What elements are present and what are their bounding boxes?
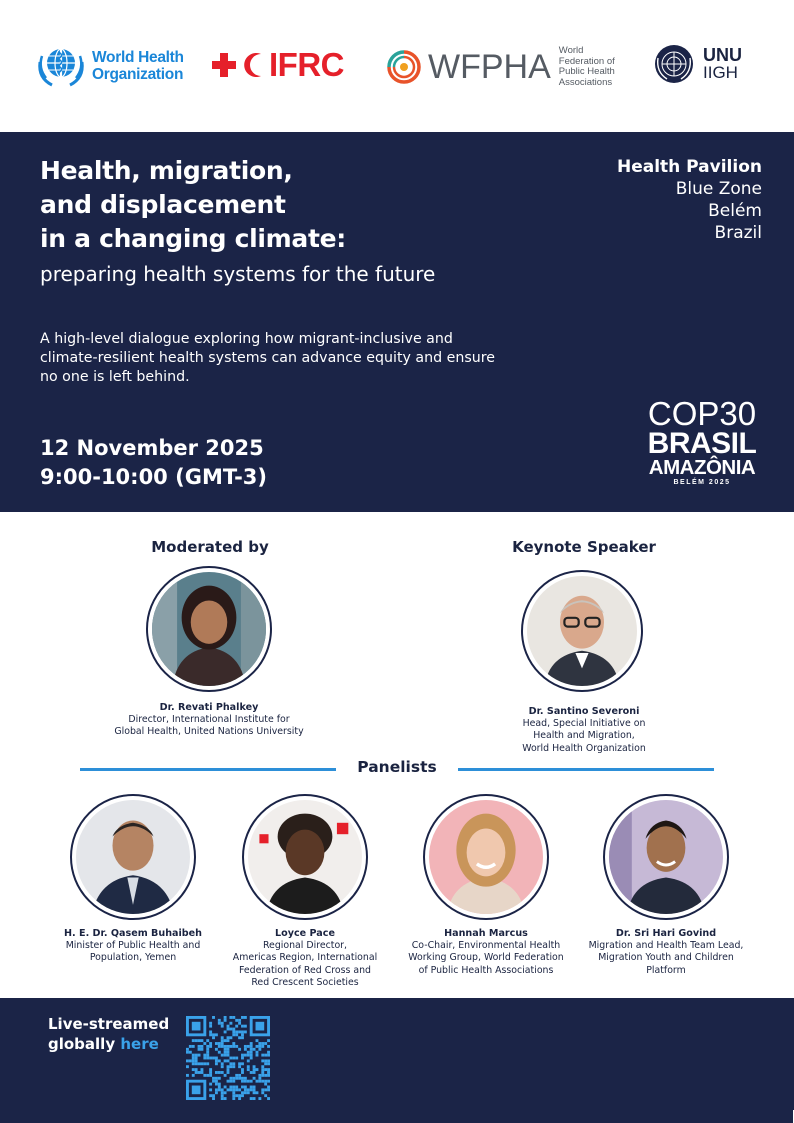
stripe-segment — [714, 1110, 721, 1123]
stripe-segment — [377, 1110, 384, 1123]
stripe-segment — [291, 1110, 298, 1123]
stripe-segment — [159, 1110, 166, 1123]
stripe-segment — [747, 1110, 754, 1123]
panelist-name: H. E. Dr. Qasem Buhaibeh — [64, 928, 202, 939]
livestream-link[interactable]: here — [120, 1035, 159, 1053]
panelist-card — [50, 927, 216, 965]
unu-iigh-logo — [651, 44, 742, 84]
stripe-segment — [311, 1110, 318, 1123]
stripe-segment — [132, 1110, 139, 1123]
stripe-segment — [707, 1110, 714, 1123]
event-subtitle: preparing health systems for the future — [40, 262, 436, 286]
stripe-segment — [93, 1110, 100, 1123]
wfpha-logo — [386, 46, 629, 88]
stripe-segment — [423, 1110, 430, 1123]
title-line: in a changing climate: — [40, 224, 346, 253]
stripe-segment — [535, 1110, 542, 1123]
stripe-segment — [192, 1110, 199, 1123]
stripe-segment — [668, 1110, 675, 1123]
livestream-globally: globally — [48, 1035, 116, 1053]
decorative-stripe-band — [0, 1110, 794, 1123]
person-portrait-icon — [248, 800, 362, 914]
stripe-segment — [383, 1110, 390, 1123]
panelists-divider-right — [458, 768, 714, 771]
stripe-segment — [297, 1110, 304, 1123]
stripe-segment — [185, 1110, 192, 1123]
panelist-card — [584, 927, 748, 977]
stripe-segment — [119, 1110, 126, 1123]
stripe-segment — [397, 1110, 404, 1123]
footer-bar — [0, 998, 794, 1110]
stripe-segment — [787, 1110, 794, 1123]
stripe-segment — [727, 1110, 734, 1123]
stripe-segment — [496, 1110, 503, 1123]
stripe-segment — [225, 1110, 232, 1123]
wfpha-full-name: World Federation of Public Health Associations — [558, 45, 615, 88]
cop-logo-line1: COP30 — [647, 395, 757, 432]
stripe-segment — [86, 1110, 93, 1123]
keynote-heading: Keynote Speaker — [512, 538, 656, 556]
cop30-logo — [632, 395, 772, 488]
stripe-segment — [463, 1110, 470, 1123]
venue-line: Health Pavilion — [616, 157, 762, 177]
stripe-segment — [344, 1110, 351, 1123]
stripe-segment — [753, 1110, 760, 1123]
venue-line: Brazil — [714, 223, 762, 243]
stripe-segment — [126, 1110, 133, 1123]
stripe-segment — [482, 1110, 489, 1123]
stripe-segment — [681, 1110, 688, 1123]
panelist-photo — [242, 794, 368, 920]
event-time: 9:00-10:00 (GMT-3) — [40, 465, 268, 489]
moderator-photo — [146, 566, 272, 692]
stripe-segment — [449, 1110, 456, 1123]
stripe-segment — [456, 1110, 463, 1123]
stripe-segment — [635, 1110, 642, 1123]
stripe-segment — [767, 1110, 774, 1123]
stripe-segment — [522, 1110, 529, 1123]
stripe-segment — [198, 1110, 205, 1123]
stripe-segment — [350, 1110, 357, 1123]
stripe-segment — [773, 1110, 780, 1123]
stripe-segment — [555, 1110, 562, 1123]
cop-logo-line3: AMAZÔNIA — [648, 456, 756, 479]
stripe-segment — [502, 1110, 509, 1123]
stripe-segment — [403, 1110, 410, 1123]
moderator-title: Director, International Institute for Global Health, United Nations University — [114, 714, 304, 738]
stripe-segment — [46, 1110, 53, 1123]
panelist-photo — [603, 794, 729, 920]
stripe-segment — [542, 1110, 549, 1123]
event-venue — [617, 156, 762, 244]
who-emblem-icon — [34, 42, 88, 90]
stripe-segment — [271, 1110, 278, 1123]
event-date: 12 November 2025 — [40, 436, 264, 460]
venue-line: Blue Zone — [675, 179, 762, 199]
stripe-segment — [337, 1110, 344, 1123]
stripe-segment — [443, 1110, 450, 1123]
stripe-segment — [674, 1110, 681, 1123]
stripe-segment — [278, 1110, 285, 1123]
livestream-notice — [48, 1014, 169, 1054]
stripe-segment — [390, 1110, 397, 1123]
venue-line: Belém — [708, 201, 762, 221]
stripe-segment — [780, 1110, 787, 1123]
event-datetime — [40, 434, 267, 492]
person-portrait-icon — [76, 800, 190, 914]
stripe-segment — [218, 1110, 225, 1123]
stripe-segment — [258, 1110, 265, 1123]
stripe-segment — [549, 1110, 556, 1123]
moderator-card — [96, 701, 322, 739]
keynote-title: Head, Special Initiative on Health and Migration, World Health Organization — [522, 718, 646, 754]
panelist-title: Co-Chair, Environmental Health Working Group, World Federation of Public Health Associations — [408, 940, 564, 976]
stripe-segment — [615, 1110, 622, 1123]
stripe-segment — [357, 1110, 364, 1123]
stripe-segment — [568, 1110, 575, 1123]
stripe-segment — [641, 1110, 648, 1123]
stripe-segment — [324, 1110, 331, 1123]
partner-logos — [0, 0, 794, 132]
who-name-line1: World Health — [92, 49, 184, 66]
stripe-segment — [608, 1110, 615, 1123]
stripe-segment — [621, 1110, 628, 1123]
title-line: and displacement — [40, 190, 286, 219]
stripe-segment — [588, 1110, 595, 1123]
stripe-segment — [469, 1110, 476, 1123]
stripe-segment — [720, 1110, 727, 1123]
who-name-line2: Organization — [92, 66, 184, 83]
unu-line1: UNU — [703, 45, 742, 65]
panelist-title: Migration and Health Team Lead, Migration Youth and Children Platform — [588, 940, 744, 976]
stripe-segment — [601, 1110, 608, 1123]
un-emblem-icon — [651, 44, 697, 84]
title-line: Health, migration, — [40, 156, 293, 185]
livestream-line2 — [48, 1034, 169, 1054]
red-cross-crescent-icon — [211, 50, 265, 80]
stripe-segment — [59, 1110, 66, 1123]
person-portrait-icon — [527, 576, 637, 686]
stripe-segment — [687, 1110, 694, 1123]
stripe-segment — [139, 1110, 146, 1123]
person-portrait-icon — [429, 800, 543, 914]
ifrc-wordmark: IFRC — [269, 46, 344, 83]
moderator-name: Dr. Revati Phalkey — [159, 702, 259, 713]
stripe-segment — [53, 1110, 60, 1123]
stripe-segment — [760, 1110, 767, 1123]
stripe-segment — [364, 1110, 371, 1123]
stripe-segment — [40, 1110, 47, 1123]
stripe-segment — [509, 1110, 516, 1123]
stripe-segment — [582, 1110, 589, 1123]
stripe-segment — [740, 1110, 747, 1123]
stripe-segment — [238, 1110, 245, 1123]
stripe-segment — [317, 1110, 324, 1123]
stripe-segment — [284, 1110, 291, 1123]
cop-logo-line4: BELÉM 2025 — [673, 479, 731, 486]
stripe-segment — [628, 1110, 635, 1123]
stripe-segment — [648, 1110, 655, 1123]
stripe-segment — [661, 1110, 668, 1123]
stripe-segment — [212, 1110, 219, 1123]
person-portrait-icon — [152, 572, 266, 686]
panelists-divider-left — [80, 768, 336, 771]
stripe-segment — [489, 1110, 496, 1123]
stripe-segment — [245, 1110, 252, 1123]
stripe-segment — [79, 1110, 86, 1123]
person-portrait-icon — [609, 800, 723, 914]
stripe-segment — [595, 1110, 602, 1123]
panelist-title: Minister of Public Health and Population, Yemen — [65, 940, 201, 964]
stripe-segment — [410, 1110, 417, 1123]
stripe-segment — [73, 1110, 80, 1123]
wfpha-abbreviation: WFPHA — [428, 48, 551, 86]
qr-code-icon — [186, 1016, 270, 1100]
stripe-segment — [231, 1110, 238, 1123]
stripe-segment — [66, 1110, 73, 1123]
panelist-name: Loyce Pace — [275, 928, 335, 939]
livestream-line1: Live-streamed — [48, 1015, 170, 1033]
stripe-segment — [701, 1110, 708, 1123]
keynote-name: Dr. Santino Severoni — [528, 706, 640, 717]
panelist-card — [220, 927, 390, 990]
stripe-segment — [178, 1110, 185, 1123]
panelists-heading: Panelists — [357, 758, 437, 776]
panelist-name: Dr. Sri Hari Govind — [615, 928, 717, 939]
keynote-photo — [521, 570, 643, 692]
stripe-segment — [516, 1110, 523, 1123]
cop-logo-line2: BRASIL — [647, 427, 757, 460]
stripe-segment — [654, 1110, 661, 1123]
stripe-segment — [430, 1110, 437, 1123]
stripe-segment — [304, 1110, 311, 1123]
stripe-segment — [476, 1110, 483, 1123]
stripe-segment — [7, 1110, 14, 1123]
stripe-segment — [734, 1110, 741, 1123]
keynote-card — [470, 705, 698, 755]
stripe-segment — [205, 1110, 212, 1123]
who-logo — [34, 42, 184, 90]
livestream-qr-code[interactable] — [186, 1016, 270, 1100]
stripe-segment — [20, 1110, 27, 1123]
stripe-segment — [330, 1110, 337, 1123]
unu-line2: IIGH — [703, 63, 738, 82]
stripe-segment — [562, 1110, 569, 1123]
wfpha-emblem-icon — [386, 49, 422, 85]
event-title — [40, 154, 346, 256]
stripe-segment — [370, 1110, 377, 1123]
stripe-segment — [264, 1110, 271, 1123]
stripe-segment — [529, 1110, 536, 1123]
stripe-segment — [251, 1110, 258, 1123]
stripe-segment — [436, 1110, 443, 1123]
stripe-segment — [575, 1110, 582, 1123]
panelist-photo — [423, 794, 549, 920]
stripe-segment — [33, 1110, 40, 1123]
stripe-segment — [152, 1110, 159, 1123]
stripe-segment — [0, 1110, 7, 1123]
stripe-segment — [26, 1110, 33, 1123]
stripe-segment — [145, 1110, 152, 1123]
panelist-name: Hannah Marcus — [444, 928, 528, 939]
panelist-photo — [70, 794, 196, 920]
stripe-segment — [165, 1110, 172, 1123]
panelist-card — [406, 927, 566, 977]
event-description: A high-level dialogue exploring how migrant-inclusive and climate-resilient health systems can advance equity and ensure no one is left behind. — [40, 331, 495, 385]
stripe-segment — [13, 1110, 20, 1123]
panelist-title: Regional Director, Americas Region, International Federation of Red Cross and Red Crescent Societies — [232, 940, 378, 989]
ifrc-logo — [211, 48, 344, 82]
moderator-heading: Moderated by — [151, 538, 269, 556]
stripe-segment — [694, 1110, 701, 1123]
hero-banner — [0, 132, 794, 512]
stripe-segment — [99, 1110, 106, 1123]
stripe-segment — [416, 1110, 423, 1123]
stripe-segment — [106, 1110, 113, 1123]
stripe-segment — [112, 1110, 119, 1123]
stripe-segment — [172, 1110, 179, 1123]
